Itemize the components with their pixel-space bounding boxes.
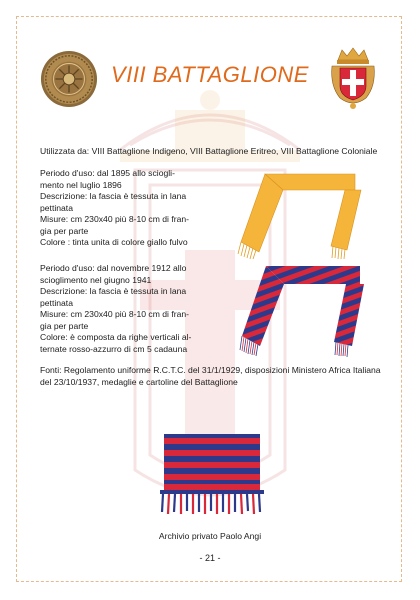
text-line: Descrizione: la fascia è tessuta in lana	[40, 191, 187, 201]
text-line: gia per parte	[40, 225, 89, 236]
text-line: scioglimento nel giugno 1941	[40, 274, 152, 285]
text-line: Descrizione: la fascia è tessuta in lana	[40, 286, 187, 296]
period-2-description	[40, 263, 230, 355]
scarf-photo	[160, 432, 264, 516]
text-line: Fonti: Regolamento uniforme R.C.T.C. del 31/1/1929, disposizioni Ministero Africa Italiana	[40, 365, 381, 375]
text-line: Colore: è composta da righe verticali al-	[40, 332, 192, 342]
yellow-scarf-illustration	[235, 168, 365, 260]
text-line: ternate rosso-azzurro di cm 5 cadauna	[40, 343, 188, 354]
text-line: pettinata	[40, 297, 73, 308]
text-line: pettinata	[40, 202, 73, 213]
text-line: mento nel luglio 1896	[40, 179, 122, 190]
page-number: - 21 -	[199, 553, 221, 563]
text-line: del 23/10/1937, medaglie e cartoline del Battaglione	[40, 376, 238, 387]
photo-caption: Archivio privato Paolo Angi	[158, 531, 262, 541]
sources-text	[40, 365, 385, 388]
text-line: Periodo d'uso: dal 1895 allo sciogli-	[40, 168, 175, 178]
text-line: Periodo d'uso: dal novembre 1912 allo	[40, 263, 187, 273]
used-by-text: Utilizzata da: VIII Battaglione Indigeno, VIII Battaglione Eritreo, VIII Battaglione Coloniale	[40, 146, 378, 156]
text-line: gia per parte	[40, 320, 89, 331]
text-line: Colore : tinta unita di colore giallo fulvo	[40, 237, 188, 247]
page-title: VIII BATTAGLIONE	[111, 62, 309, 87]
striped-scarf-illustration	[238, 262, 368, 358]
period-1-description	[40, 168, 230, 249]
text-line: Misure: cm 230x40 più 8-10 cm di fran-	[40, 309, 190, 319]
text-line: Misure: cm 230x40 più 8-10 cm di fran-	[40, 214, 190, 224]
